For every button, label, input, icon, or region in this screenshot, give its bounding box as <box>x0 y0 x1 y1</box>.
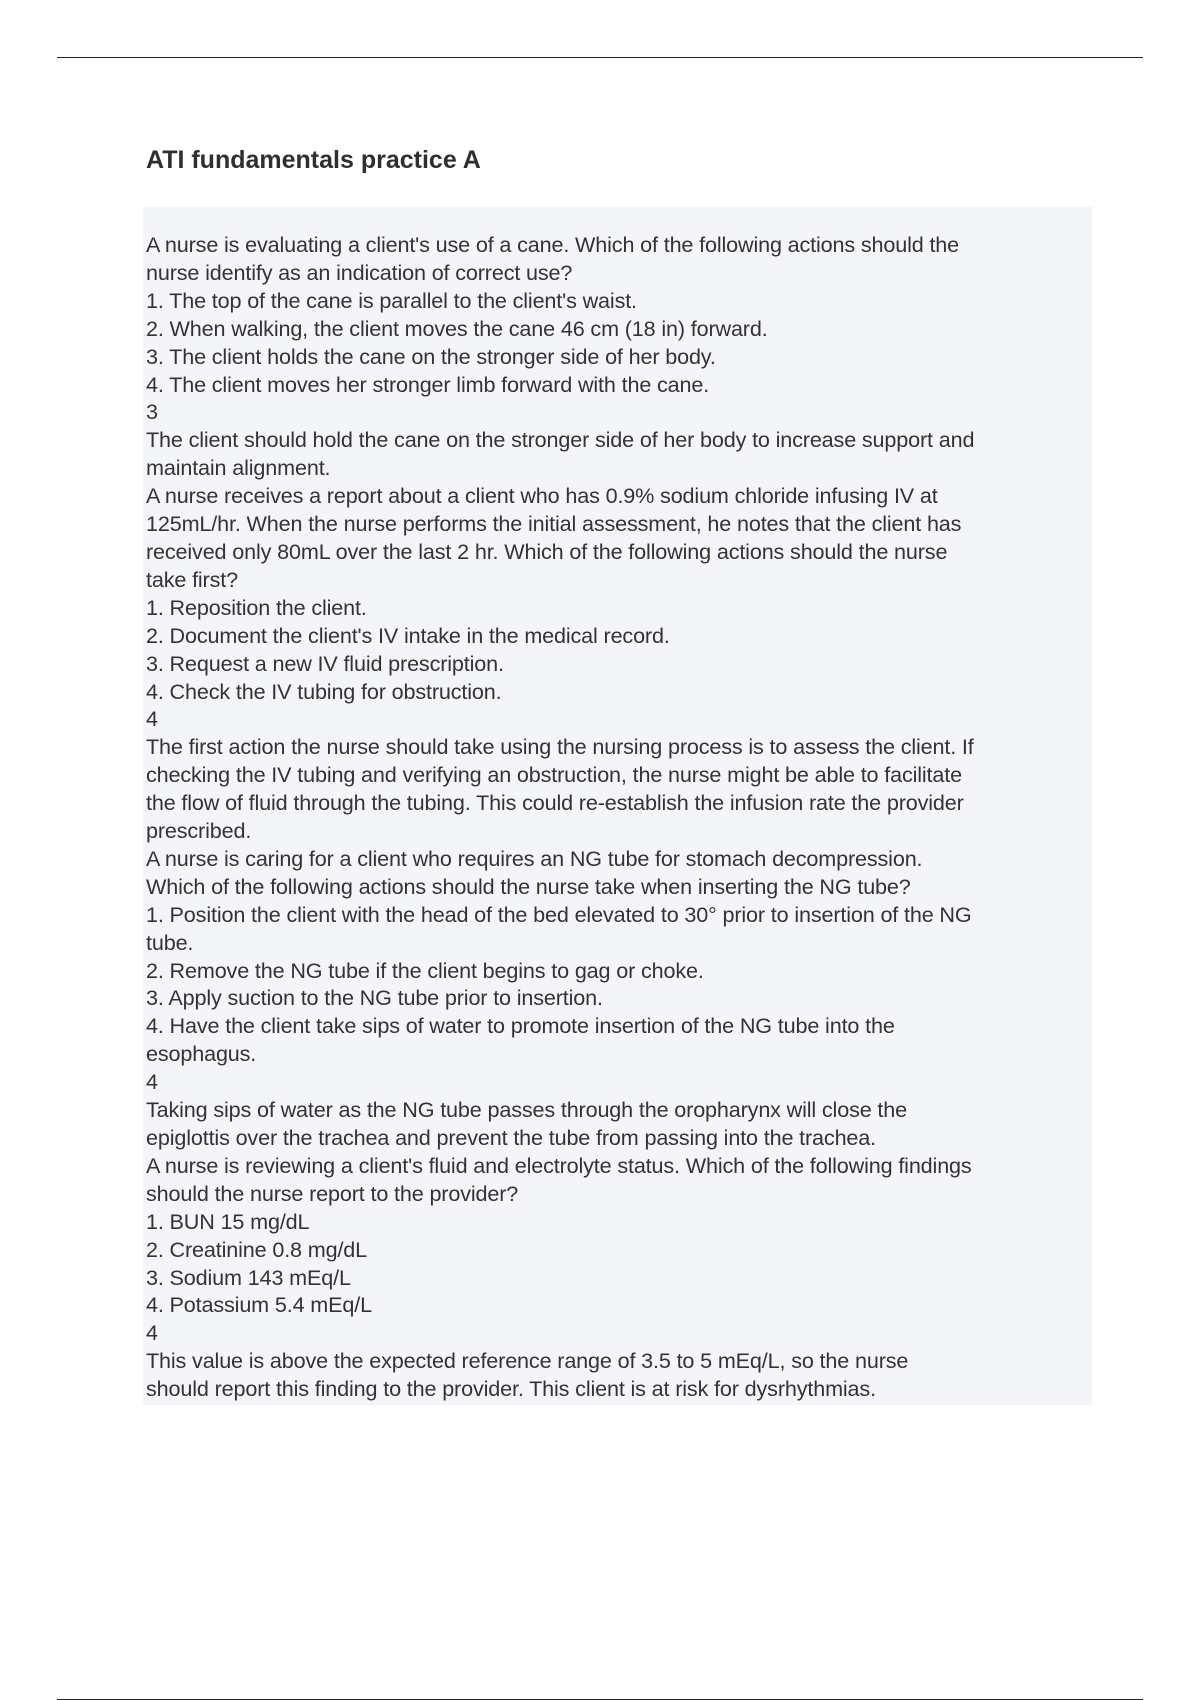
stem-line: A nurse is caring for a client who requires an NG tube for stomach decompression. <box>146 845 923 871</box>
rationale <box>146 733 1088 845</box>
rationale <box>146 426 1088 482</box>
answer-option-3: 3. Request a new IV fluid prescription. <box>146 650 504 676</box>
document-title: ATI fundamentals practice A <box>146 146 481 174</box>
answer-option-4-cont: esophagus. <box>146 1041 257 1067</box>
answer-option-1: 1. The top of the cane is parallel to the client's waist. <box>146 287 637 313</box>
answer-option-1: 1. Position the client with the head of the bed elevated to 30° prior to insertion of the NG <box>146 901 972 927</box>
question-stem <box>146 231 1088 287</box>
header-rule <box>57 57 1143 58</box>
question-4 <box>146 1152 1088 1403</box>
question-stem <box>146 1152 1088 1208</box>
stem-line: 125mL/hr. When the nurse performs the initial assessment, he notes that the client has <box>146 511 962 537</box>
question-stem <box>146 845 1088 901</box>
rationale-line: Taking sips of water as the NG tube passes through the oropharynx will close the <box>146 1097 907 1123</box>
answer-options <box>146 1208 1088 1320</box>
answer-option-1-cont: tube. <box>146 929 194 955</box>
rationale-line: The first action the nurse should take using the nursing process is to assess the client. If <box>146 734 974 760</box>
answer-option-4: 4. Have the client take sips of water to promote insertion of the NG tube into the <box>146 1013 895 1039</box>
answer-options <box>146 287 1088 399</box>
question-2 <box>146 482 1088 845</box>
answer-option-4: 4. Check the IV tubing for obstruction. <box>146 678 502 704</box>
answer-option-1: 1. Reposition the client. <box>146 594 367 620</box>
correct-answer: 4 <box>146 1320 158 1346</box>
correct-answer: 4 <box>146 706 158 732</box>
rationale-line: should report this finding to the provider. This client is at risk for dysrhythmias. <box>146 1376 876 1402</box>
question-1 <box>146 231 1088 482</box>
rationale-line: checking the IV tubing and verifying an obstruction, the nurse might be able to facilitate <box>146 762 962 788</box>
answer-options <box>146 594 1088 706</box>
rationale-line: This value is above the expected reference range of 3.5 to 5 mEq/L, so the nurse <box>146 1348 909 1374</box>
stem-line: take first? <box>146 566 238 592</box>
stem-line: A nurse is reviewing a client's fluid and electrolyte status. Which of the following findings <box>146 1152 972 1178</box>
stem-line: nurse identify as an indication of correct use? <box>146 259 573 285</box>
rationale-line: The client should hold the cane on the stronger side of her body to increase support and <box>146 427 975 453</box>
question-stem <box>146 482 1088 594</box>
answer-option-2: 2. When walking, the client moves the cane 46 cm (18 in) forward. <box>146 315 768 341</box>
answer-option-3: 3. Apply suction to the NG tube prior to insertion. <box>146 985 603 1011</box>
answer-option-3: 3. Sodium 143 mEq/L <box>146 1264 351 1290</box>
answer-option-1: 1. BUN 15 mg/dL <box>146 1208 310 1234</box>
answer-option-4: 4. Potassium 5.4 mEq/L <box>146 1292 372 1318</box>
rationale <box>146 1347 1088 1403</box>
answer-option-4: 4. The client moves her stronger limb forward with the cane. <box>146 371 710 397</box>
stem-line: Which of the following actions should the nurse take when inserting the NG tube? <box>146 873 911 899</box>
stem-line: A nurse is evaluating a client's use of a cane. Which of the following actions should the <box>146 232 960 257</box>
question-content-box <box>143 207 1092 1405</box>
answer-option-3: 3. The client holds the cane on the stronger side of her body. <box>146 343 716 369</box>
rationale-line: maintain alignment. <box>146 455 331 481</box>
question-3 <box>146 845 1088 1152</box>
stem-line: should the nurse report to the provider? <box>146 1180 519 1206</box>
rationale-line: prescribed. <box>146 818 252 844</box>
rationale <box>146 1096 1088 1152</box>
rationale-line: the flow of fluid through the tubing. This could re-establish the infusion rate the provider <box>146 790 964 816</box>
correct-answer: 3 <box>146 399 158 425</box>
answer-option-2: 2. Document the client's IV intake in the medical record. <box>146 622 670 648</box>
correct-answer: 4 <box>146 1069 158 1095</box>
answer-option-2: 2. Creatinine 0.8 mg/dL <box>146 1236 368 1262</box>
stem-line: A nurse receives a report about a client who has 0.9% sodium chloride infusing IV at <box>146 483 938 509</box>
rationale-line: epiglottis over the trachea and prevent the tube from passing into the trachea. <box>146 1125 876 1150</box>
answer-options <box>146 901 1088 1068</box>
answer-option-2: 2. Remove the NG tube if the client begins to gag or choke. <box>146 957 704 983</box>
stem-line: received only 80mL over the last 2 hr. Which of the following actions should the nurse <box>146 538 948 564</box>
